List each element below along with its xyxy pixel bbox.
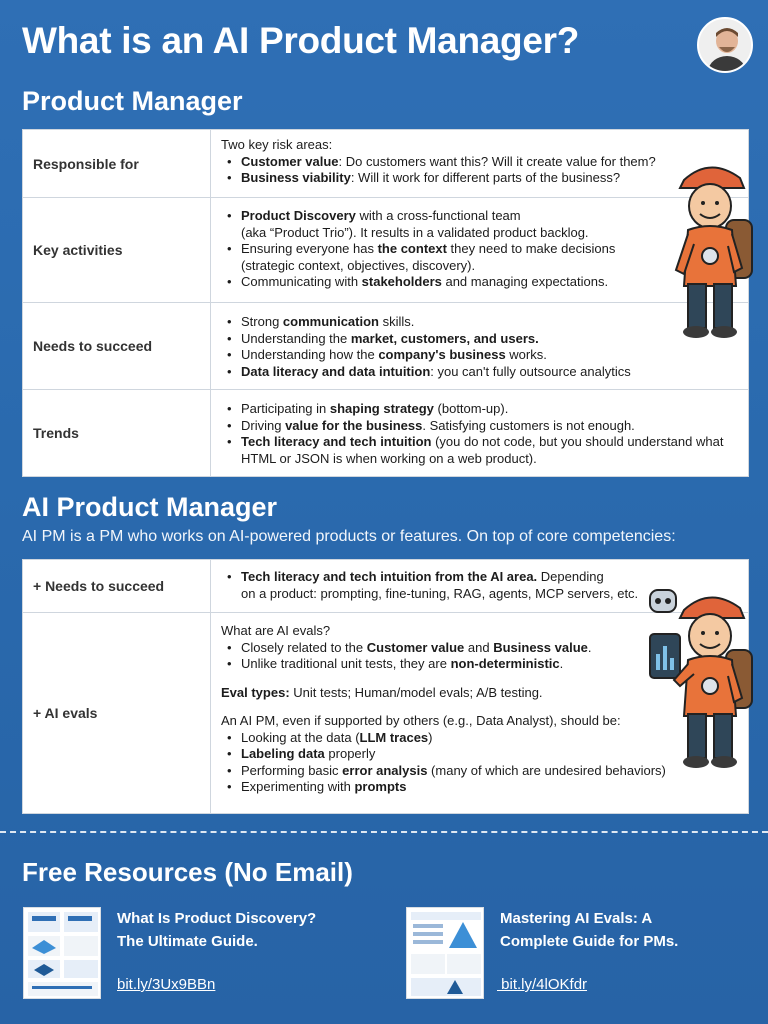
eval-types: Eval types: Unit tests; Human/model evals; A/B testing.: [221, 684, 543, 700]
pm-table: [22, 129, 749, 477]
table-row: [23, 198, 748, 303]
list-item: • Performing basic error analysis (many of which are undesired behaviors): [221, 763, 740, 780]
list-item: • Experimenting with prompts: [221, 779, 740, 796]
page-title: What is an AI Product Manager?: [22, 20, 580, 61]
list-item: • Strong communication skills.: [221, 314, 740, 331]
author-avatar: [697, 17, 753, 73]
row-label: Trends: [23, 390, 211, 476]
robot-icon: [650, 590, 676, 612]
resources-title: Free Resources (No Email): [22, 857, 353, 887]
explorer-character-illustration: [670, 158, 760, 347]
ai-pm-table: [22, 559, 749, 814]
ai-pm-intro: AI PM is a PM who works on AI-powered products or features. On top of core competencies:: [22, 528, 676, 545]
list-item: • Ensuring everyone has the context they need to make decisions (strategic context, objectives, discovery).: [221, 241, 740, 274]
list-item: • Unlike traditional unit tests, they are non-deterministic.: [221, 656, 740, 673]
table-row: [23, 390, 748, 476]
list-item: • Customer value: Do customers want this? Will it create value for them?: [221, 154, 740, 171]
list-item: • Tech literacy and tech intuition from the AI area. Depending on a product: prompting, fine-tuning, RAG, agents, MCP servers, etc.: [221, 569, 740, 602]
table-row: [23, 613, 748, 813]
resource-link-discovery[interactable]: bit.ly/3Ux9BBn: [117, 976, 216, 993]
row-label: Responsible for: [23, 130, 211, 197]
list-item: • Understanding how the company's business works.: [221, 347, 740, 364]
list-item: • Data literacy and data intuition: you can't fully outsource analytics: [221, 364, 740, 381]
resource-link-ai-evals[interactable]: bit.ly/4lOKfdr: [497, 976, 588, 993]
resource-thumbnail-discovery[interactable]: [23, 907, 101, 999]
row-label: Key activities: [23, 198, 211, 302]
row-label: + Needs to succeed: [23, 560, 211, 612]
table-row: [23, 560, 748, 613]
list-item: • Understanding the market, customers, and users.: [221, 331, 740, 348]
row-label: Needs to succeed: [23, 303, 211, 389]
list-item: • Driving value for the business. Satisfying customers is not enough.: [221, 418, 740, 435]
resource-name-discovery[interactable]: What Is Product Discovery? The Ultimate Guide.: [117, 910, 317, 950]
list-item: • Participating in shaping strategy (bottom-up).: [221, 401, 740, 418]
list-item: • Labeling data properly: [221, 746, 740, 763]
list-item: • Communicating with stakeholders and managing expectations.: [221, 274, 740, 291]
intro-text: Two key risk areas:: [221, 137, 333, 152]
table-row: [23, 130, 748, 198]
list-item: • Closely related to the Customer value and Business value.: [221, 640, 740, 657]
list-item: • Business viability: Will it work for different parts of the business?: [221, 170, 740, 187]
section-title-ai-pm: AI Product Manager: [22, 492, 278, 522]
evals-should-text: An AI PM, even if supported by others (e.g., Data Analyst), should be:: [221, 713, 621, 728]
list-item: • Tech literacy and tech intuition (you do not code, but you should understand what HTML or JSON is when working on a web product).: [221, 434, 740, 467]
table-row: [23, 303, 748, 390]
section-title-pm: Product Manager: [22, 86, 243, 116]
resource-thumbnail-ai-evals[interactable]: [406, 907, 484, 999]
phone-chart-icon: [650, 634, 680, 678]
row-label: + AI evals: [23, 613, 211, 813]
list-item: • Looking at the data (LLM traces): [221, 730, 740, 747]
explorer-with-robot-illustration: [644, 588, 762, 777]
evals-question: What are AI evals?: [221, 623, 331, 638]
row-content: [211, 390, 748, 476]
row-content: [211, 303, 748, 389]
row-content: [211, 130, 748, 197]
section-divider: [0, 831, 768, 833]
resource-name-ai-evals[interactable]: Mastering AI Evals: A Complete Guide for PMs.: [500, 910, 679, 950]
row-content: [211, 198, 748, 302]
list-item: • Product Discovery with a cross-functional team (aka “Product Trio”). It results in a validated product backlog.: [221, 208, 740, 241]
